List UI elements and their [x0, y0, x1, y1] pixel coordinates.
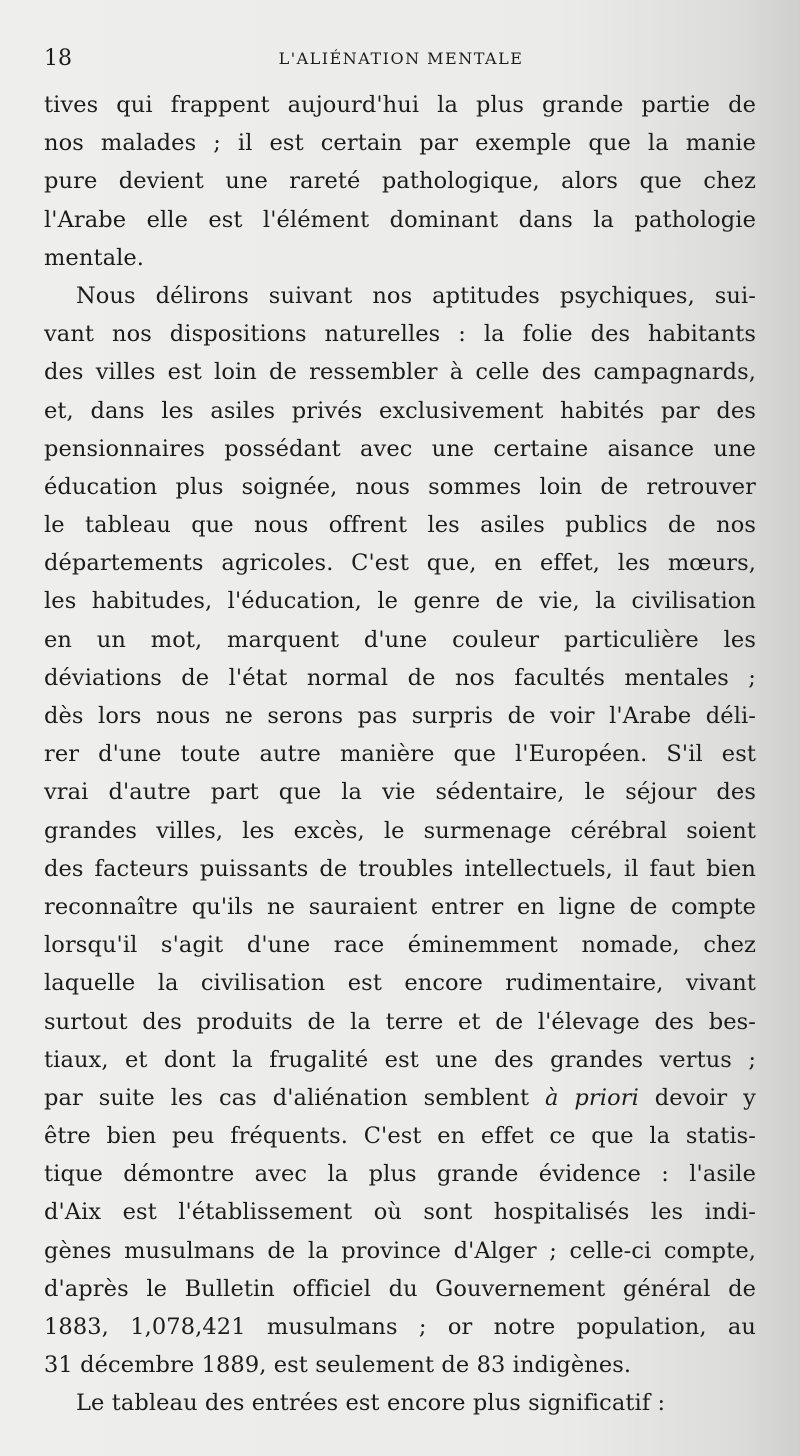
text-line: grandes villes, les excès, le surmenage cérébral soient: [44, 817, 756, 844]
text-line: pensionnaires possédant avec une certaine aisance une: [44, 435, 756, 462]
text-line: rer d'une toute autre manière que l'Européen. S'il est: [44, 741, 756, 768]
text-line: gènes musulmans de la province d'Alger ; celle-ci compte,: [44, 1237, 756, 1264]
text-line: pure devient une rareté pathologique, alors que chez: [44, 168, 756, 195]
text-line: tiaux, et dont la frugalité est une des grandes vertus ;: [44, 1046, 756, 1073]
text-line: d'Aix est l'établissement où sont hospitalisés les indi-: [44, 1199, 756, 1226]
text-fragment: devoir y: [654, 1084, 756, 1111]
text-line: lorsqu'il s'agit d'une race éminemment nomade, chez: [44, 932, 756, 959]
text-line: et, dans les asiles privés exclusivement habités par des: [44, 397, 756, 424]
text-line: le tableau que nous offrent les asiles publics de nos: [44, 512, 756, 539]
text-line: d'après le Bulletin officiel du Gouvernement général de: [44, 1275, 756, 1302]
text-line: les habitudes, l'éducation, le genre de vie, la civilisation: [44, 588, 756, 615]
text-line: 1883, 1,078,421 musulmans ; or notre population, au: [44, 1314, 756, 1340]
text-line: reconnaître qu'ils ne sauraient entrer en ligne de compte: [44, 893, 756, 920]
text-line: tives qui frappent aujourd'hui la plus grande partie de: [44, 92, 756, 118]
text-line: en un mot, marquent d'une couleur particulière les: [44, 626, 756, 653]
text-line: mentale.: [44, 244, 145, 271]
text-line: 31 décembre 1889, est seulement de 83 indigènes.: [44, 1352, 632, 1379]
italic-phrase: à priori: [545, 1084, 639, 1111]
text-line: nos malades ; il est certain par exemple que la manie: [44, 130, 756, 157]
running-head: [44, 44, 758, 76]
text-line: l'Arabe elle est l'élément dominant dans la pathologie: [44, 206, 756, 233]
text-line: vrai d'autre part que la vie sédentaire, le séjour des: [44, 779, 756, 806]
text-line: des villes est loin de ressembler à celle des campagnards,: [44, 359, 756, 386]
text-line: déviations de l'état normal de nos facultés mentales ;: [44, 664, 756, 691]
page-number: 18: [44, 46, 72, 71]
text-fragment: par suite les cas d'aliénation semblent: [44, 1084, 530, 1111]
text-line: tique démontre avec la plus grande évidence : l'asile: [44, 1161, 756, 1188]
text-line: Le tableau des entrées est encore plus significatif :: [76, 1390, 666, 1417]
text-line: surtout des produits de la terre et de l'élevage des bes-: [44, 1008, 756, 1035]
text-line: être bien peu fréquents. C'est en effet ce que la statis-: [44, 1123, 756, 1150]
text-line-with-italic: [44, 1079, 756, 1117]
text-line: Nous délirons suivant nos aptitudes psychiques, sui-: [76, 282, 756, 309]
text-line: éducation plus soignée, nous sommes loin de retrouver: [44, 473, 756, 500]
text-line: départements agricoles. C'est que, en effet, les mœurs,: [44, 550, 756, 577]
text-line: vant nos dispositions naturelles : la folie des habitants: [44, 321, 756, 348]
text-line: des facteurs puissants de troubles intellectuels, il faut bien: [44, 855, 756, 882]
body-text: [44, 86, 756, 1423]
running-title: L'ALIÉNATION MENTALE: [278, 49, 524, 68]
text-line: laquelle la civilisation est encore rudimentaire, vivant: [44, 970, 756, 997]
text-line: dès lors nous ne serons pas surpris de voir l'Arabe déli-: [44, 703, 756, 729]
